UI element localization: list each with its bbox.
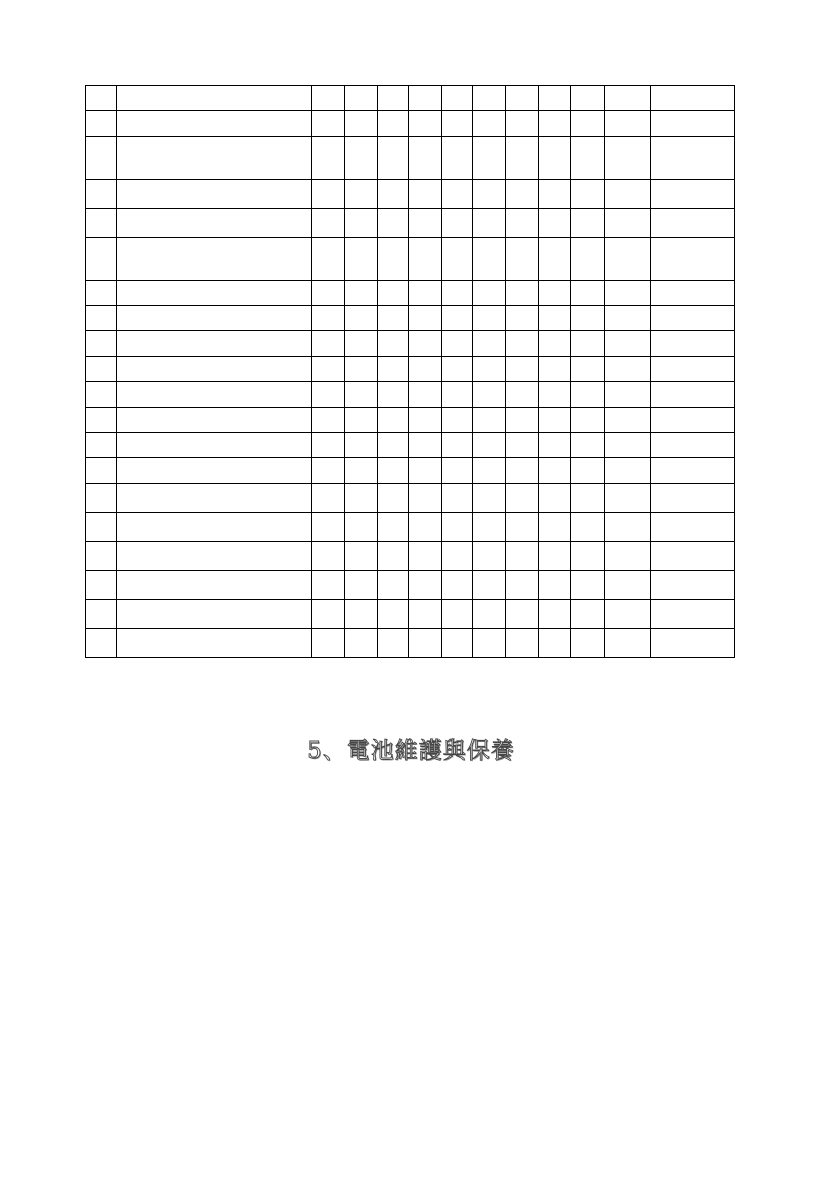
table-cell xyxy=(650,137,734,180)
table-cell xyxy=(86,331,117,357)
table-cell xyxy=(538,433,570,458)
table-cell xyxy=(604,281,650,306)
table-cell xyxy=(378,180,409,209)
table-row xyxy=(86,180,735,209)
table-cell xyxy=(604,513,650,542)
table-cell xyxy=(472,600,505,629)
table-cell xyxy=(86,484,117,513)
table-cell xyxy=(472,238,505,281)
table-cell xyxy=(505,238,538,281)
table-cell xyxy=(604,238,650,281)
table-cell xyxy=(570,600,604,629)
table-cell xyxy=(570,458,604,484)
table-cell xyxy=(378,238,409,281)
table-cell xyxy=(505,86,538,111)
table-cell xyxy=(472,306,505,331)
table-row xyxy=(86,306,735,331)
table-cell xyxy=(538,382,570,408)
table-cell xyxy=(650,484,734,513)
table-cell xyxy=(538,600,570,629)
table-cell xyxy=(650,458,734,484)
table-cell xyxy=(117,180,312,209)
table-cell xyxy=(345,458,378,484)
table-row xyxy=(86,137,735,180)
table-cell xyxy=(570,331,604,357)
table-cell xyxy=(604,331,650,357)
table-cell xyxy=(117,86,312,111)
table-cell xyxy=(345,86,378,111)
table-cell xyxy=(312,484,345,513)
table-cell xyxy=(472,281,505,306)
table-cell xyxy=(345,571,378,600)
table-cell xyxy=(409,458,441,484)
table-cell xyxy=(312,281,345,306)
table-cell xyxy=(345,600,378,629)
table-cell xyxy=(472,86,505,111)
table-cell xyxy=(604,542,650,571)
table-cell xyxy=(345,629,378,658)
table-cell xyxy=(86,209,117,238)
table-cell xyxy=(86,111,117,137)
table-cell xyxy=(409,629,441,658)
table-cell xyxy=(117,382,312,408)
table-cell xyxy=(472,137,505,180)
table-cell xyxy=(570,571,604,600)
table-cell xyxy=(117,513,312,542)
table-row xyxy=(86,433,735,458)
table-cell xyxy=(538,281,570,306)
table-cell xyxy=(409,542,441,571)
table-cell xyxy=(650,382,734,408)
table-cell xyxy=(505,180,538,209)
table-cell xyxy=(570,86,604,111)
table-cell xyxy=(604,137,650,180)
table-cell xyxy=(441,357,472,382)
table-cell xyxy=(409,209,441,238)
table-cell xyxy=(409,238,441,281)
table-cell xyxy=(650,408,734,433)
table-cell xyxy=(472,111,505,137)
table-cell xyxy=(441,408,472,433)
table-cell xyxy=(312,408,345,433)
table-cell xyxy=(472,484,505,513)
table-cell xyxy=(117,542,312,571)
table-cell xyxy=(538,137,570,180)
table-cell xyxy=(345,238,378,281)
table-cell xyxy=(86,238,117,281)
table-row xyxy=(86,238,735,281)
table-cell xyxy=(441,209,472,238)
table-cell xyxy=(312,209,345,238)
table-cell xyxy=(505,571,538,600)
table-cell xyxy=(345,408,378,433)
table-cell xyxy=(312,306,345,331)
table-cell xyxy=(505,357,538,382)
table-cell xyxy=(650,238,734,281)
table-cell xyxy=(505,331,538,357)
table-cell xyxy=(650,433,734,458)
table-cell xyxy=(378,571,409,600)
table-cell xyxy=(604,600,650,629)
table-cell xyxy=(117,484,312,513)
table-cell xyxy=(570,209,604,238)
table-cell xyxy=(409,408,441,433)
table-cell xyxy=(538,86,570,111)
table-cell xyxy=(650,111,734,137)
table-cell xyxy=(538,542,570,571)
table-cell xyxy=(472,331,505,357)
table-row xyxy=(86,484,735,513)
table-row xyxy=(86,513,735,542)
table-cell xyxy=(604,209,650,238)
table-cell xyxy=(117,600,312,629)
table-cell xyxy=(345,433,378,458)
table-cell xyxy=(650,306,734,331)
blank-maintenance-log-table xyxy=(85,85,735,658)
table-cell xyxy=(378,484,409,513)
table-cell xyxy=(472,629,505,658)
table-cell xyxy=(441,86,472,111)
table-row xyxy=(86,458,735,484)
table-cell xyxy=(378,600,409,629)
table-cell xyxy=(117,281,312,306)
table-cell xyxy=(86,458,117,484)
table-cell xyxy=(86,433,117,458)
table-cell xyxy=(650,600,734,629)
table-cell xyxy=(409,513,441,542)
table-cell xyxy=(409,571,441,600)
table-cell xyxy=(117,357,312,382)
table-cell xyxy=(378,331,409,357)
table-cell xyxy=(86,600,117,629)
table-cell xyxy=(117,408,312,433)
table-cell xyxy=(570,408,604,433)
table-cell xyxy=(312,382,345,408)
table-cell xyxy=(409,600,441,629)
table-row xyxy=(86,408,735,433)
table-cell xyxy=(505,433,538,458)
table-cell xyxy=(650,357,734,382)
table-cell xyxy=(441,458,472,484)
table-cell xyxy=(409,433,441,458)
table-cell xyxy=(312,571,345,600)
table-cell xyxy=(345,111,378,137)
table-cell xyxy=(409,357,441,382)
table-cell xyxy=(505,408,538,433)
table-cell xyxy=(441,629,472,658)
table-cell xyxy=(472,433,505,458)
table-cell xyxy=(117,306,312,331)
table-cell xyxy=(570,629,604,658)
table-cell xyxy=(472,458,505,484)
table-row xyxy=(86,629,735,658)
table-cell xyxy=(409,180,441,209)
table-cell xyxy=(441,331,472,357)
table-row xyxy=(86,281,735,306)
table-cell xyxy=(378,281,409,306)
table-cell xyxy=(86,571,117,600)
table-cell xyxy=(378,458,409,484)
table-cell xyxy=(538,484,570,513)
table-cell xyxy=(409,86,441,111)
section-heading: 5、電池維護與保養 xyxy=(307,738,515,764)
table-cell xyxy=(312,238,345,281)
table-cell xyxy=(378,86,409,111)
table-cell xyxy=(604,357,650,382)
table-cell xyxy=(117,571,312,600)
table-cell xyxy=(650,513,734,542)
table-cell xyxy=(505,382,538,408)
table-cell xyxy=(345,306,378,331)
table-cell xyxy=(86,513,117,542)
table-cell xyxy=(604,408,650,433)
table-cell xyxy=(570,306,604,331)
table-cell xyxy=(117,458,312,484)
table-cell xyxy=(117,238,312,281)
table-cell xyxy=(409,331,441,357)
table-cell xyxy=(505,111,538,137)
table-row xyxy=(86,571,735,600)
table-cell xyxy=(538,458,570,484)
table-cell xyxy=(312,542,345,571)
table-cell xyxy=(409,137,441,180)
table-cell xyxy=(312,357,345,382)
table-row xyxy=(86,331,735,357)
table-cell xyxy=(570,382,604,408)
table-cell xyxy=(86,86,117,111)
table-cell xyxy=(441,542,472,571)
table-row xyxy=(86,542,735,571)
table-cell xyxy=(505,306,538,331)
table-cell xyxy=(441,600,472,629)
table-cell xyxy=(345,180,378,209)
table-cell xyxy=(312,433,345,458)
table-cell xyxy=(86,629,117,658)
table-row xyxy=(86,382,735,408)
table-cell xyxy=(312,513,345,542)
table-cell xyxy=(570,484,604,513)
table-cell xyxy=(378,408,409,433)
table-cell xyxy=(409,281,441,306)
table-cell xyxy=(472,209,505,238)
table-cell xyxy=(650,542,734,571)
table-cell xyxy=(378,542,409,571)
table-cell xyxy=(409,484,441,513)
table-cell xyxy=(505,600,538,629)
table-cell xyxy=(505,629,538,658)
table-cell xyxy=(505,484,538,513)
table-cell xyxy=(570,111,604,137)
table-cell xyxy=(650,571,734,600)
table-cell xyxy=(570,137,604,180)
table-row xyxy=(86,111,735,137)
table-cell xyxy=(650,331,734,357)
table-cell xyxy=(312,86,345,111)
table-cell xyxy=(345,513,378,542)
table-cell xyxy=(86,382,117,408)
table-cell xyxy=(345,357,378,382)
table-cell xyxy=(604,306,650,331)
table-cell xyxy=(312,180,345,209)
table-body xyxy=(86,86,735,658)
table-cell xyxy=(570,180,604,209)
table-cell xyxy=(472,408,505,433)
table-cell xyxy=(472,357,505,382)
table-cell xyxy=(538,238,570,281)
table-cell xyxy=(312,458,345,484)
table-row xyxy=(86,600,735,629)
table-cell xyxy=(472,571,505,600)
table-cell xyxy=(86,137,117,180)
table-cell xyxy=(378,513,409,542)
table-cell xyxy=(441,484,472,513)
table-cell xyxy=(345,382,378,408)
table-cell xyxy=(570,542,604,571)
table-cell xyxy=(570,513,604,542)
table-cell xyxy=(86,306,117,331)
table-cell xyxy=(117,629,312,658)
table-cell xyxy=(312,111,345,137)
table-cell xyxy=(650,281,734,306)
table-cell xyxy=(378,382,409,408)
table-cell xyxy=(441,281,472,306)
table-cell xyxy=(472,513,505,542)
table-cell xyxy=(345,281,378,306)
table-cell xyxy=(409,382,441,408)
table-cell xyxy=(117,137,312,180)
table-cell xyxy=(472,180,505,209)
table-cell xyxy=(86,281,117,306)
table-cell xyxy=(86,180,117,209)
table-cell xyxy=(538,306,570,331)
table-cell xyxy=(345,484,378,513)
table-cell xyxy=(312,331,345,357)
table-cell xyxy=(538,571,570,600)
table-cell xyxy=(441,382,472,408)
table-cell xyxy=(570,433,604,458)
table-cell xyxy=(570,281,604,306)
table-cell xyxy=(312,629,345,658)
table-cell xyxy=(441,433,472,458)
table-cell xyxy=(538,209,570,238)
table-cell xyxy=(604,433,650,458)
table-cell xyxy=(378,137,409,180)
table-cell xyxy=(604,629,650,658)
table-cell xyxy=(538,331,570,357)
table-cell xyxy=(604,458,650,484)
table-cell xyxy=(650,629,734,658)
table-cell xyxy=(604,484,650,513)
table-cell xyxy=(378,433,409,458)
table-cell xyxy=(538,513,570,542)
table-cell xyxy=(441,238,472,281)
table-cell xyxy=(538,180,570,209)
table-cell xyxy=(650,86,734,111)
table-cell xyxy=(570,238,604,281)
table-cell xyxy=(345,209,378,238)
table-cell xyxy=(117,111,312,137)
table-row xyxy=(86,86,735,111)
table-cell xyxy=(441,513,472,542)
table-row xyxy=(86,357,735,382)
table-cell xyxy=(538,629,570,658)
table-cell xyxy=(505,209,538,238)
table-cell xyxy=(441,180,472,209)
table-cell xyxy=(409,111,441,137)
table-cell xyxy=(441,111,472,137)
table-cell xyxy=(441,571,472,600)
table-row xyxy=(86,209,735,238)
table-cell xyxy=(86,408,117,433)
table-cell xyxy=(86,542,117,571)
table-cell xyxy=(378,209,409,238)
table-cell xyxy=(378,629,409,658)
table-cell xyxy=(604,86,650,111)
table-cell xyxy=(378,111,409,137)
table-cell xyxy=(505,281,538,306)
table-cell xyxy=(538,408,570,433)
table-cell xyxy=(570,357,604,382)
table-cell xyxy=(604,111,650,137)
table-cell xyxy=(312,600,345,629)
table-cell xyxy=(538,357,570,382)
table-cell xyxy=(650,209,734,238)
table-cell xyxy=(472,382,505,408)
table-cell xyxy=(505,458,538,484)
table-cell xyxy=(604,180,650,209)
table-cell xyxy=(86,357,117,382)
table-cell xyxy=(472,542,505,571)
table-cell xyxy=(378,357,409,382)
table-cell xyxy=(505,542,538,571)
table-cell xyxy=(345,137,378,180)
table-cell xyxy=(117,433,312,458)
table-cell xyxy=(650,180,734,209)
table-cell xyxy=(604,571,650,600)
table-cell xyxy=(441,137,472,180)
table-cell xyxy=(345,331,378,357)
table-cell xyxy=(117,209,312,238)
table-cell xyxy=(538,111,570,137)
table-cell xyxy=(312,137,345,180)
table-cell xyxy=(505,513,538,542)
table-cell xyxy=(409,306,441,331)
table-cell xyxy=(117,331,312,357)
table-cell xyxy=(441,306,472,331)
table-cell xyxy=(378,306,409,331)
table-cell xyxy=(505,137,538,180)
table-cell xyxy=(604,382,650,408)
table-cell xyxy=(345,542,378,571)
